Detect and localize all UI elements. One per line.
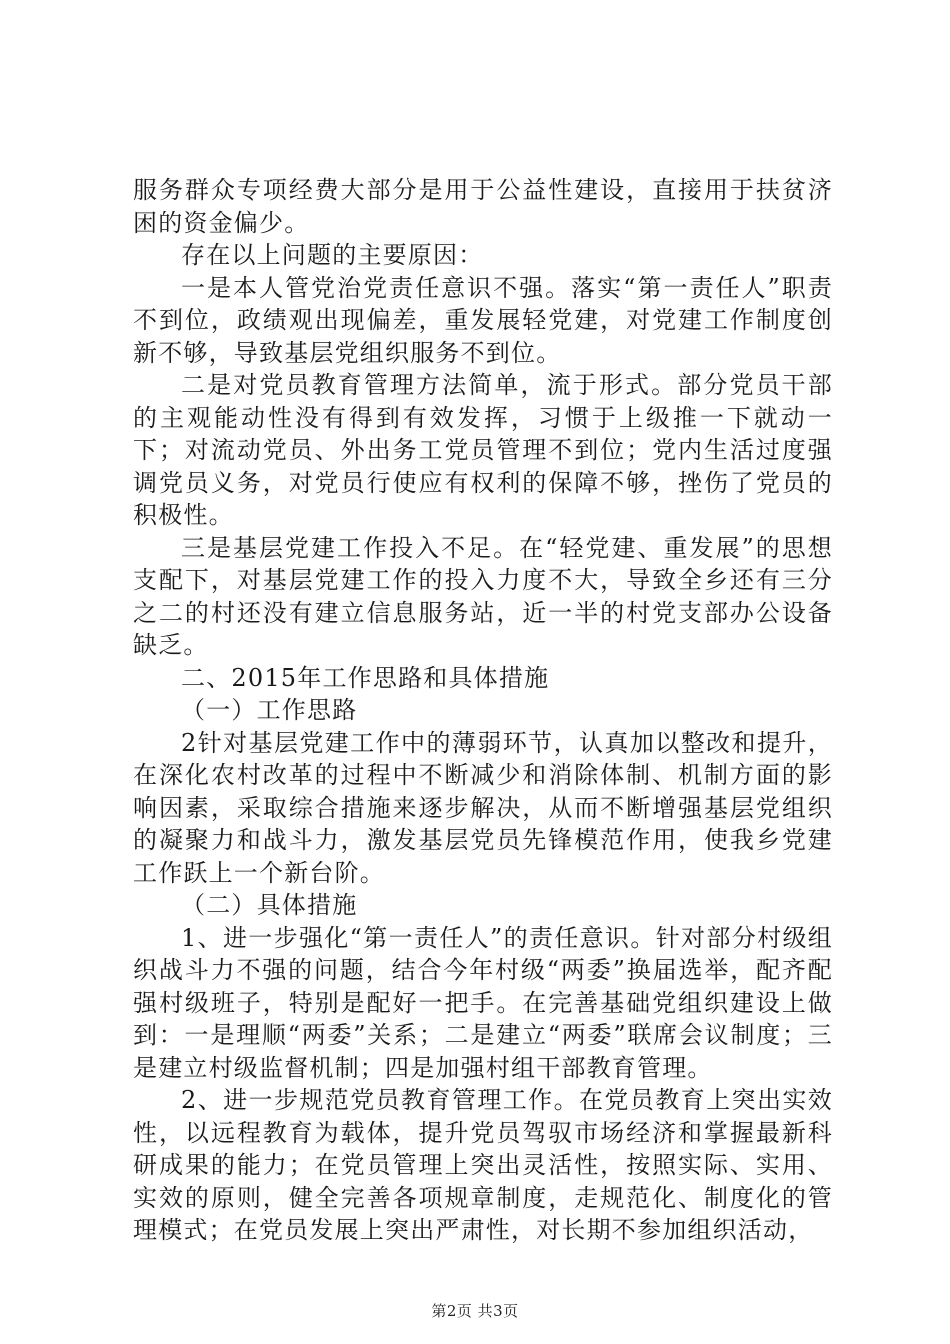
document-body: [133, 174, 833, 1247]
paragraph-4: 二是对党员教育管理方法简单，流于形式。部分党员干部的主观能动性没有得到有效发挥，习惯于上级推一下就动一下；对流动党员、外出务工党员管理不到位；党内生活过度强调党员义务，对党员行使应有权利的保障不够，挫伤了党员的积极性。: [133, 371, 833, 529]
paragraph-5: 三是基层党建工作投入不足。在“轻党建、重发展”的思想支配下，对基层党建工作的投入力度不大，导致全乡还有三分之二的村还没有建立信息服务站，近一半的村党支部办公设备缺乏。: [133, 533, 833, 659]
paragraph-3: 一是本人管党治党责任意识不强。落实“第一责任人”职责不到位，政绩观出现偏差，重发展轻党建，对党建工作制度创新不够，导致基层党组织服务不到位。: [133, 273, 833, 367]
page-footer: 第2页 共3页: [431, 1302, 519, 1320]
paragraph-10: 1、进一步强化“第一责任人”的责任意识。针对部分村级组织战斗力不强的问题，结合今年村级“两委”换届选举，配齐配强村级班子，特别是配好一把手。在完善基础党组织建设上做到：一是理顺“两委”关系；二是建立“两委”联席会议制度；三是建立村级监督机制；四是加强村组干部教育管理。: [133, 923, 833, 1082]
section-heading-2015: 二、2015年工作思路和具体措施: [181, 663, 550, 692]
subheading-work-ideas: （一）工作思路: [181, 696, 358, 724]
paragraph-8: 2针对基层党建工作中的薄弱环节，认真加以整改和提升，在深化农村改革的过程中不断减少和消除体制、机制方面的影响因素，采取综合措施来逐步解决，从而不断增强基层党组织的凝聚力和战斗力，激发基层党员先锋模范作用，使我乡党建工作跃上一个新台阶。: [133, 728, 833, 887]
paragraph-11: 2、进一步规范党员教育管理工作。在党员教育上突出实效性，以远程教育为载体，提升党员驾驭市场经济和掌握最新科研成果的能力；在党员管理上突出灵活性，按照实际、实用、实效的原则，健全完善各项规章制度，走规范化、制度化的管理模式；在党员发展上突出严肃性，对长期不参加组织活动，: [133, 1086, 833, 1244]
paragraph-2: 存在以上问题的主要原因：: [181, 241, 484, 269]
paragraph-1: 服务群众专项经费大部分是用于公益性建设，直接用于扶贫济困的资金偏少。: [133, 176, 833, 237]
subheading-measures: （二）具体措施: [181, 891, 358, 919]
